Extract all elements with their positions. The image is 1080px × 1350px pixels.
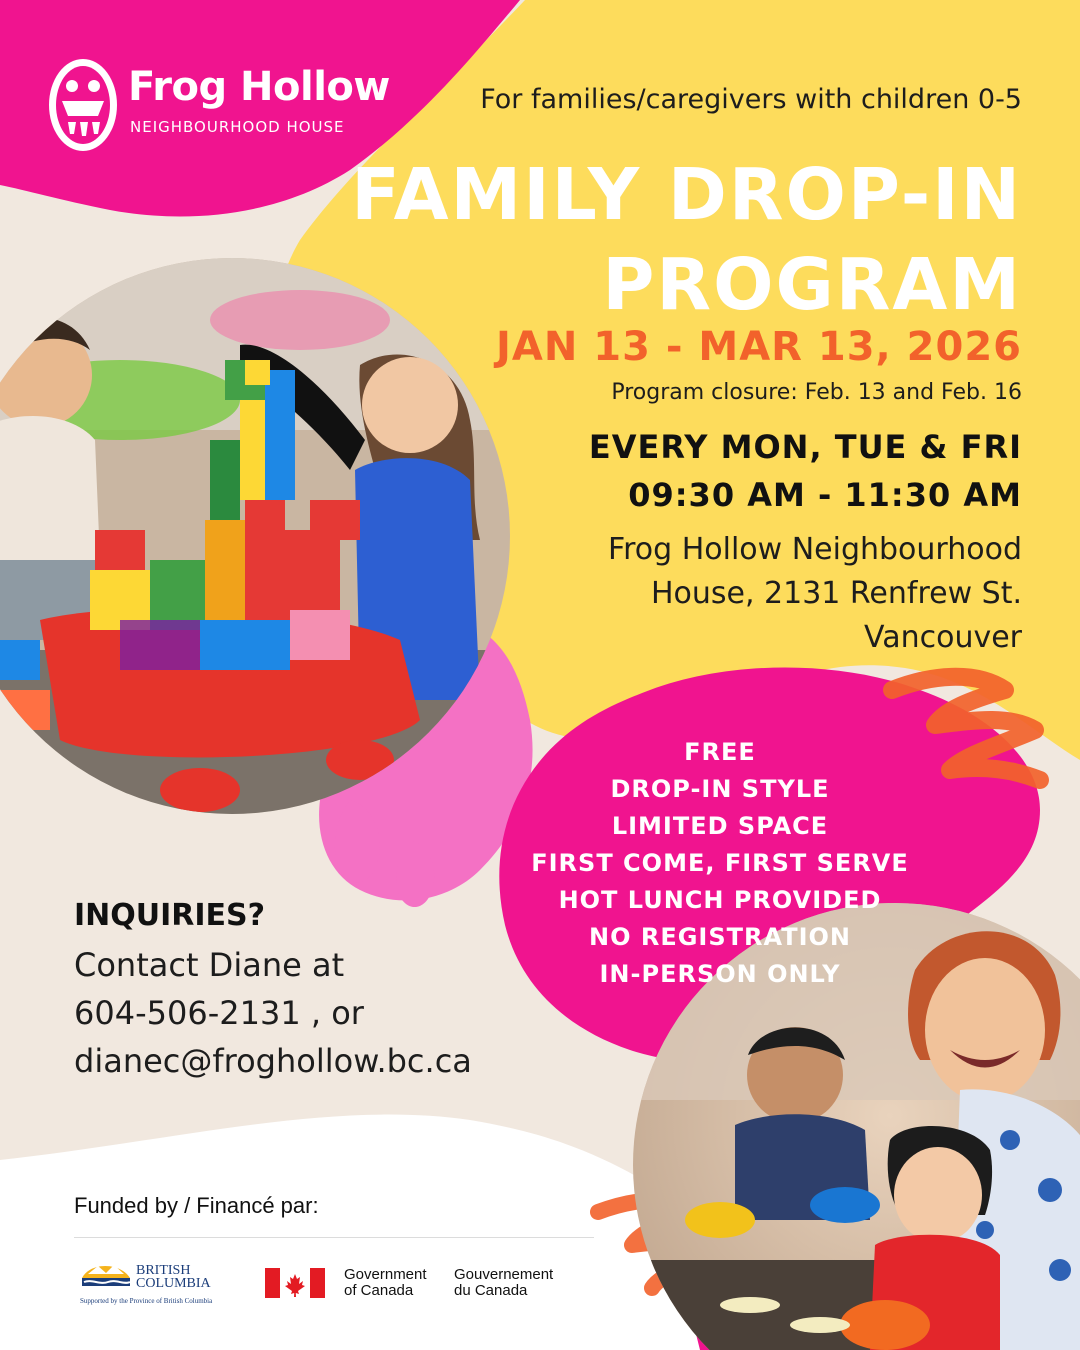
address-line-2: House, 2131 Renfrew St.: [650, 576, 1022, 611]
program-headline: [351, 150, 1022, 330]
gov-en-line-2: of Canada: [344, 1282, 414, 1299]
feature-item: DROP-IN STYLE: [610, 775, 830, 803]
white-wave: [0, 1115, 700, 1350]
program-dates: JAN 13 - MAR 13, 2026: [496, 324, 1022, 370]
schedule-days: EVERY MON, TUE & FRI: [588, 428, 1022, 466]
bc-line-1: BRITISH: [136, 1263, 191, 1278]
logo-title: Frog Hollow: [128, 64, 390, 110]
headline-line-1: FAMILY DROP-IN: [351, 153, 1022, 236]
gov-en-line-1: Government: [344, 1266, 427, 1283]
address: [608, 528, 1022, 660]
inquiries-email: dianec@froghollow.bc.ca: [74, 1042, 472, 1080]
feature-item: IN-PERSON ONLY: [599, 960, 841, 988]
government-of-canada: [344, 1267, 427, 1299]
feature-item: FIRST COME, FIRST SERVE: [531, 849, 909, 877]
feature-item: FREE: [684, 738, 756, 766]
features-list: [520, 734, 920, 993]
address-line-3: Vancouver: [864, 620, 1022, 655]
headline-line-2: PROGRAM: [602, 243, 1022, 326]
inquiries-phone: 604-506-2131 , or: [74, 994, 364, 1032]
program-closure: Program closure: Feb. 13 and Feb. 16: [611, 380, 1022, 405]
canada-flag-icon: [265, 1268, 325, 1298]
address-line-1: Frog Hollow Neighbourhood: [608, 532, 1022, 567]
gov-fr-line-2: du Canada: [454, 1282, 528, 1299]
schedule-times: 09:30 AM - 11:30 AM: [628, 476, 1022, 514]
audience-text: For families/caregivers with children 0-5: [480, 84, 1022, 115]
bc-wordmark: [136, 1264, 211, 1290]
frog-hollow-logo-icon: [46, 56, 120, 154]
gov-fr-line-1: Gouvernement: [454, 1266, 554, 1283]
inquiries-heading: INQUIRIES?: [74, 898, 266, 933]
feature-item: LIMITED SPACE: [611, 812, 829, 840]
funding-divider: [74, 1237, 594, 1238]
gouvernement-du-canada: [454, 1267, 553, 1299]
funded-by-label: Funded by / Financé par:: [74, 1193, 319, 1218]
feature-item: HOT LUNCH PROVIDED: [558, 886, 882, 914]
inquiries-contact: Contact Diane at: [74, 946, 345, 984]
bc-line-2: COLUMBIA: [136, 1276, 211, 1291]
logo-subtitle: NEIGHBOURHOOD HOUSE: [130, 118, 345, 136]
feature-item: NO REGISTRATION: [589, 923, 851, 951]
bc-tagline: Supported by the Province of British Columbia: [80, 1297, 213, 1305]
